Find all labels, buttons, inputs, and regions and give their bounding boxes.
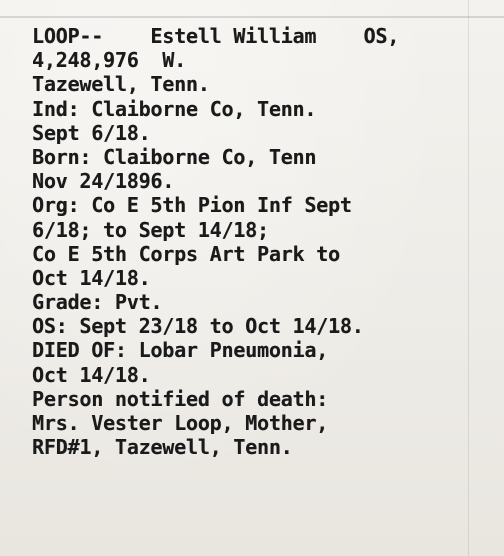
record-line-organization-dates: 6/18; to Sept 14/18; [32,217,269,242]
record-line-organization-2: Co E 5th Corps Art Park to [32,241,340,266]
record-line-notified-heading: Person notified of death: [32,386,329,411]
record-line-notified-person: Mrs. Vester Loop, Mother, [32,411,329,435]
record-line-notified-address: RFD#1, Tazewell, Tenn. [32,435,293,460]
record-line-born: Born: Claiborne Co, Tenn [32,144,317,169]
record-line-grade: Grade: Pvt. [32,290,163,315]
record-line-died-of: DIED OF: Lobar Pneumonia, [32,338,329,363]
typed-record-text [32,24,472,459]
record-line-induction-date: Sept 6/18. [32,120,151,145]
record-line-death-date: Oct 14/18. [32,362,151,387]
record-line-name: LOOP-- Estell William OS, [32,24,400,48]
record-line-overseas: OS: Sept 23/18 to Oct 14/18. [32,314,364,339]
record-line-residence: Tazewell, Tenn. [32,72,210,97]
top-rule-line [0,16,504,18]
record-line-serial-number: 4,248,976 W. [32,48,186,73]
record-line-organization: Org: Co E 5th Pion Inf Sept [32,193,352,218]
record-line-organization-2-date: Oct 14/18. [32,265,151,290]
record-line-inducted: Ind: Claiborne Co, Tenn. [32,96,317,121]
record-line-birth-date: Nov 24/1896. [32,169,175,194]
